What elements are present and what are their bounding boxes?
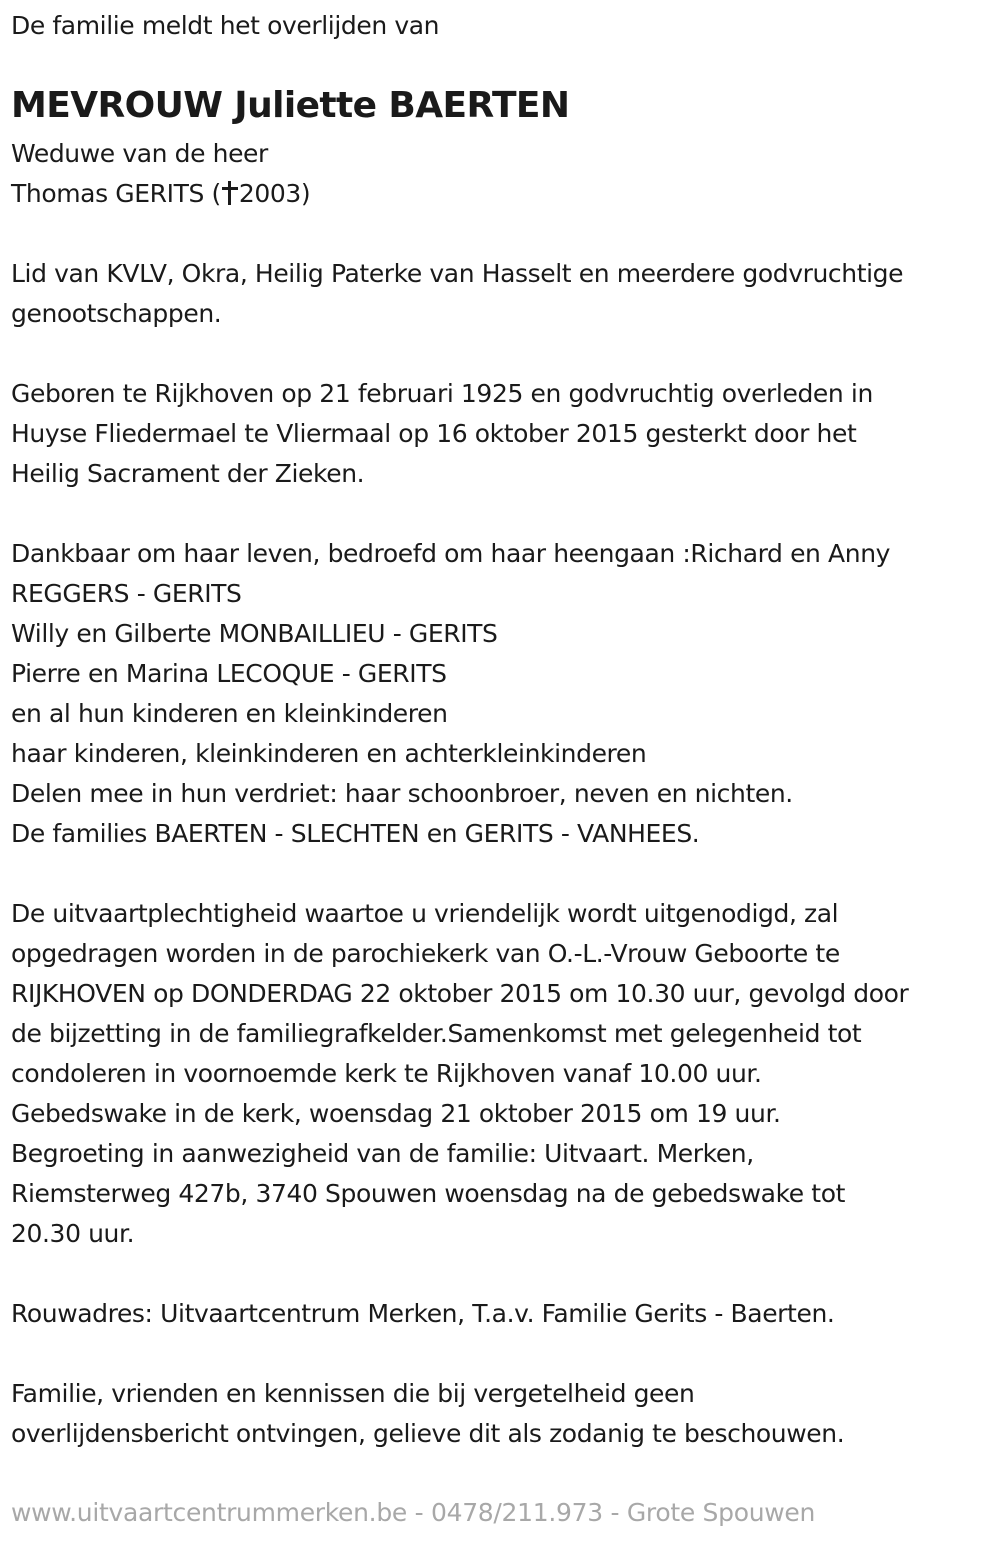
footer-contact: www.uitvaartcentrummerken.be - 0478/211.973 - Grote Spouwen bbox=[11, 1498, 816, 1527]
address-line: Rouwadres: Uitvaartcentrum Merken, T.a.v. Familie Gerits - Baerten. bbox=[11, 1299, 835, 1328]
funeral-line: 20.30 uur. bbox=[11, 1219, 135, 1248]
family-line: REGGERS - GERITS bbox=[11, 579, 242, 608]
memberships-line: genootschappen. bbox=[11, 299, 222, 328]
spouse-name: Thomas GERITS ( bbox=[11, 179, 221, 208]
memberships-block bbox=[11, 254, 903, 334]
spouse-line-2 bbox=[11, 174, 310, 214]
family-line: Delen mee in hun verdriet: haar schoonbroer, neven en nichten. bbox=[11, 779, 793, 808]
family-line: Dankbaar om haar leven, bedroefd om haar heengaan :Richard en Anny bbox=[11, 539, 891, 568]
funeral-line: de bijzetting in de familiegrafkelder.Samenkomst met gelegenheid tot bbox=[11, 1019, 862, 1048]
closing-block bbox=[11, 1374, 844, 1454]
funeral-line: opgedragen worden in de parochiekerk van O.-L.-Vrouw Geboorte te bbox=[11, 939, 840, 968]
family-line: De families BAERTEN - SLECHTEN en GERITS - VANHEES. bbox=[11, 819, 700, 848]
family-line: Pierre en Marina LECOQUE - GERITS bbox=[11, 659, 447, 688]
family-line: Willy en Gilberte MONBAILLIEU - GERITS bbox=[11, 619, 498, 648]
cross-icon bbox=[222, 181, 238, 205]
spouse-block bbox=[11, 134, 310, 214]
funeral-line: condoleren in voornoemde kerk te Rijkhoven vanaf 10.00 uur. bbox=[11, 1059, 762, 1088]
funeral-line: De uitvaartplechtigheid waartoe u vriendelijk wordt uitgenodigd, zal bbox=[11, 899, 839, 928]
memberships-line: Lid van KVLV, Okra, Heilig Paterke van Hasselt en meerdere godvruchtige bbox=[11, 259, 904, 288]
spouse-death-year: 2003) bbox=[238, 179, 311, 208]
funeral-line: RIJKHOVEN op DONDERDAG 22 oktober 2015 om 10.30 uur, gevolgd door bbox=[11, 979, 909, 1008]
family-block bbox=[11, 534, 890, 854]
family-line: haar kinderen, kleinkinderen en achterkleinkinderen bbox=[11, 739, 647, 768]
closing-line: overlijdensbericht ontvingen, gelieve dit als zodanig te beschouwen. bbox=[11, 1419, 845, 1448]
birth-death-line: Geboren te Rijkhoven op 21 februari 1925 en godvruchtig overleden in bbox=[11, 379, 873, 408]
funeral-line: Riemsterweg 427b, 3740 Spouwen woensdag na de gebedswake tot bbox=[11, 1179, 846, 1208]
funeral-line: Begroeting in aanwezigheid van de familie: Uitvaart. Merken, bbox=[11, 1139, 754, 1168]
birth-death-line: Huyse Fliedermael te Vliermaal op 16 oktober 2015 gesterkt door het bbox=[11, 419, 857, 448]
closing-line: Familie, vrienden en kennissen die bij vergetelheid geen bbox=[11, 1379, 695, 1408]
funeral-line: Gebedswake in de kerk, woensdag 21 oktober 2015 om 19 uur. bbox=[11, 1099, 781, 1128]
funeral-block bbox=[11, 894, 908, 1254]
spouse-line-1: Weduwe van de heer bbox=[11, 139, 268, 168]
birth-death-line: Heilig Sacrament der Zieken. bbox=[11, 459, 365, 488]
address-block bbox=[11, 1294, 834, 1334]
family-line: en al hun kinderen en kleinkinderen bbox=[11, 699, 448, 728]
deceased-name: MEVROUW Juliette BAERTEN bbox=[11, 85, 570, 126]
birth-death-block bbox=[11, 374, 873, 494]
intro-text: De familie meldt het overlijden van bbox=[11, 11, 440, 40]
